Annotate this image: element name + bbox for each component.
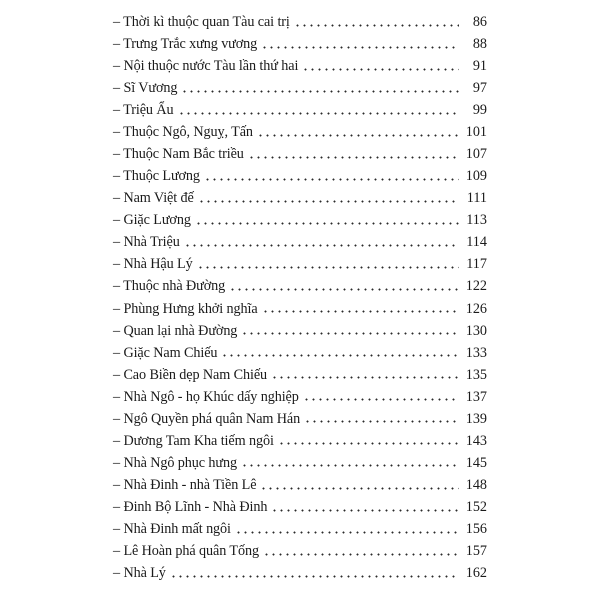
toc-entry-page-number: 97 [472,80,487,97]
dot-leader [271,376,459,379]
toc-entry [113,320,487,342]
toc-entry-page-number: 122 [465,278,487,295]
toc-entry-title: – Nhà Ngô phục hưng [113,454,238,471]
toc-entry [113,518,487,540]
dot-leader [262,310,459,313]
toc-entry-title: – Thời kì thuộc quan Tàu cai trị [113,13,290,30]
toc-entry-page-number: 114 [466,234,487,251]
toc-entry-page-number: 113 [466,212,487,229]
toc-entry [113,496,487,518]
dot-leader [235,531,459,534]
toc-entry [113,474,487,496]
toc-entry-page-number: 152 [465,498,487,515]
toc-entry-title: – Đinh Bộ Lĩnh - Nhà Đinh [113,498,268,515]
toc-entry-page-number: 139 [465,410,487,427]
toc-entry [113,540,487,562]
toc-entry-page-number: 126 [465,300,487,317]
dot-leader [248,156,459,159]
toc-entry [113,430,487,452]
toc-entry-page-number: 109 [465,168,487,185]
dot-leader [263,553,459,556]
dot-leader [229,288,459,291]
toc-entry-title: – Ngô Quyền phá quân Nam Hán [113,410,301,427]
toc-entry [113,364,487,386]
dot-leader [181,90,459,93]
dot-leader [294,24,459,27]
dot-leader [241,332,459,335]
toc-entry-title: – Nhà Đinh mất ngôi [113,521,231,537]
dot-leader [304,420,459,423]
dot-leader [303,398,459,401]
toc-entry-page-number: 143 [465,432,487,449]
toc-entry [113,209,487,231]
toc-entry-page-number: 157 [465,543,487,560]
toc-entry [113,11,487,33]
toc-entry-title: – Nam Việt đế [113,190,194,207]
toc-entry-page-number: 99 [472,102,487,119]
dot-leader [302,68,459,71]
dot-leader [195,222,459,225]
toc-entry [113,386,487,408]
toc-entry [113,99,487,121]
toc-entry-title: – Thuộc Lương [113,168,200,185]
toc-entry-page-number: 135 [465,366,487,383]
toc-entry [113,276,487,298]
toc-entry-title: – Dương Tam Kha tiếm ngôi [113,432,274,449]
toc-entry-title: – Nội thuộc nước Tàu lần thứ hai [113,58,299,75]
toc-entry-page-number: 130 [465,322,487,339]
toc-entry-title: – Trưng Trắc xưng vương [113,35,258,52]
dot-leader [170,575,459,578]
toc-entry-page-number: 148 [465,476,487,493]
toc-entry-page-number: 107 [465,146,487,163]
toc-entry-title: – Lê Hoàn phá quân Tống [113,543,259,560]
toc-entry [113,165,487,187]
toc-entry [113,77,487,99]
toc-entry-page-number: 162 [465,565,487,582]
dot-leader [257,134,459,137]
toc-entry-title: – Nhà Triệu [113,234,180,251]
toc-entry-page-number: 133 [465,344,487,361]
toc-entry-title: – Cao Biền dẹp Nam Chiếu [113,366,268,383]
toc-entry-title: – Thuộc Ngô, Nguỵ, Tấn [113,124,253,141]
toc-entry-title: – Thuộc Nam Bắc triều [113,146,244,163]
table-of-contents [113,11,487,584]
toc-entry-page-number: 91 [472,58,487,75]
toc-entry [113,143,487,165]
toc-entry [113,187,487,209]
toc-entry [113,254,487,276]
toc-entry [113,33,487,55]
toc-entry-page-number: 86 [472,13,487,30]
dot-leader [241,464,459,467]
toc-entry [113,231,487,253]
toc-entry-title: – Sĩ Vương [113,80,178,97]
toc-entry [113,452,487,474]
toc-entry [113,408,487,430]
toc-entry-title: – Nhà Ngô - họ Khúc dấy nghiệp [113,388,299,405]
toc-entry-page-number: 101 [465,124,487,141]
toc-entry-page-number: 145 [465,454,487,471]
dot-leader [271,509,459,512]
dot-leader [197,266,459,269]
toc-entry-title: – Giặc Nam Chiếu [113,344,218,361]
toc-entry-title: – Nhà Đinh - nhà Tiền Lê [113,476,257,493]
toc-entry-page-number: 156 [465,521,487,537]
toc-entry [113,298,487,320]
toc-entry-title: – Nhà Hậu Lý [113,256,193,273]
toc-entry-page-number: 117 [466,256,487,273]
toc-entry-page-number: 111 [466,190,487,207]
toc-entry [113,562,487,584]
dot-leader [278,442,459,445]
dot-leader [260,487,459,490]
dot-leader [178,112,460,115]
dot-leader [221,354,459,357]
dot-leader [198,200,459,203]
toc-entry [113,121,487,143]
dot-leader [204,178,459,181]
toc-entry-title: – Thuộc nhà Đường [113,278,226,295]
toc-entry-title: – Giặc Lương [113,212,191,229]
toc-entry-page-number: 137 [465,388,487,405]
toc-entry-title: – Phùng Hưng khởi nghĩa [113,300,258,317]
toc-entry-page-number: 88 [472,35,487,52]
toc-entry-title: – Nhà Lý [113,565,166,582]
dot-leader [184,244,459,247]
toc-entry [113,55,487,77]
toc-entry-title: – Quan lại nhà Đường [113,322,238,339]
toc-entry-title: – Triệu Ẩu [113,102,174,119]
dot-leader [261,46,459,49]
toc-entry [113,342,487,364]
